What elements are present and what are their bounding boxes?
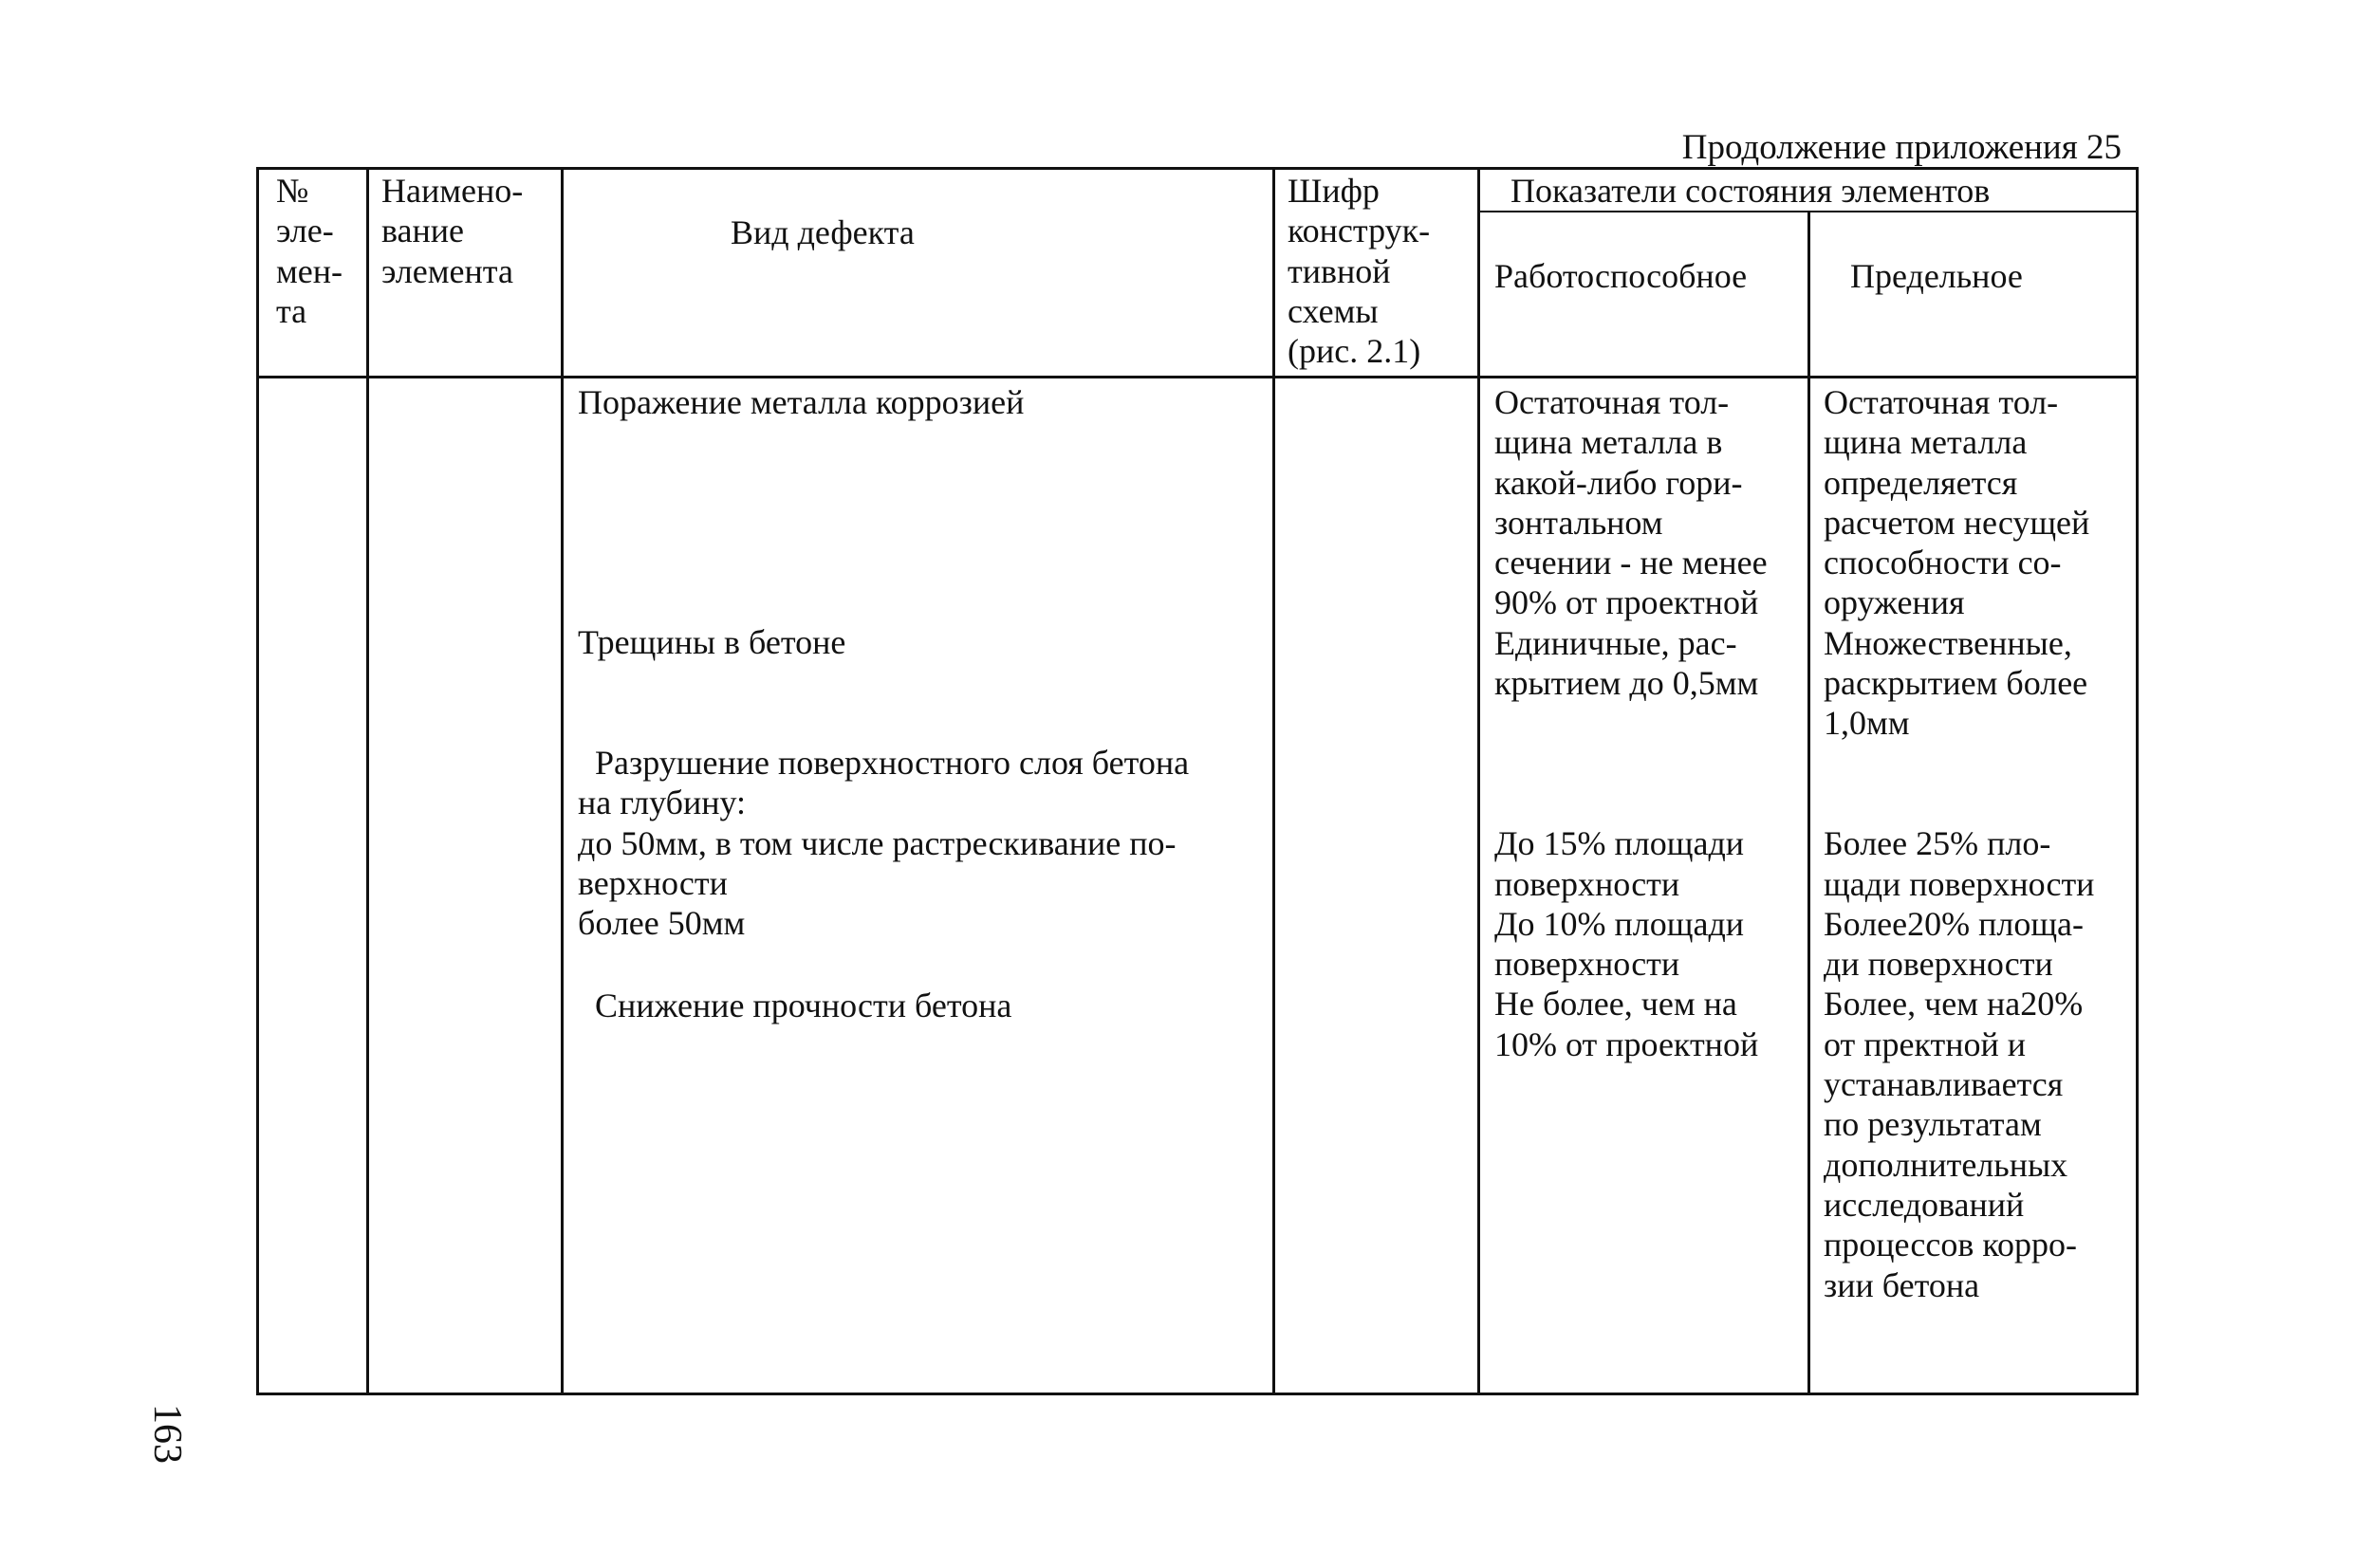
table-left-border <box>256 167 259 1395</box>
workable-criteria: Остаточная тол- щина металла в какой-либо гори- зонтальном сечении - не менее 90% от проектной Единичные, рас- крытием до 0,5мм До 15% площади поверхности До 10% площади поверхности Не более, чем на 10% от проектной <box>1494 383 1768 1063</box>
header-defect-type: Вид дефекта <box>731 213 915 251</box>
header-scheme-code: Шифр конструк- тивной схемы (рис. 2.1) <box>1288 172 1431 371</box>
header-bottom-border <box>256 376 2139 378</box>
column-divider-3 <box>1272 167 1275 1395</box>
column-divider-1 <box>366 167 369 1395</box>
header-workable-state: Работоспособное <box>1494 257 1748 295</box>
limit-criteria: Остаточная тол- щина металла определяется расчетом несущей способности со- оружения Множественные, раскрытием более 1,0мм Более 25% пло- щади поверхности Более20% площа- ди поверхности Более, чем на20% от пректной и устанавливается по результатам дополнительных исследований процессов корро- зии бетона <box>1824 383 2095 1304</box>
defect-metal-corrosion: Поражение металла коррозией <box>578 383 1025 421</box>
column-divider-5 <box>1807 211 1810 1395</box>
page-number: 163 <box>145 1404 189 1464</box>
appendix-caption: Продолжение приложения 25 <box>1681 128 2122 167</box>
table-right-border <box>2136 167 2139 1395</box>
defect-surface-destruction: Разрушение поверхностного слоя бетона на глубину: до 50мм, в том числе растрескивание по- верхности более 50мм <box>578 744 1190 943</box>
defect-concrete-cracks: Трещины в бетоне <box>578 623 846 661</box>
column-divider-2 <box>561 167 564 1395</box>
table-top-border <box>256 167 2139 170</box>
header-limit-state: Предельное <box>1850 257 2023 295</box>
column-divider-4 <box>1477 167 1480 1395</box>
table-bottom-border <box>256 1393 2139 1395</box>
defect-strength-reduction: Снижение прочности бетона <box>578 987 1012 1024</box>
header-element-name: Наимено- вание элемента <box>381 172 524 290</box>
header-element-number: № эле- мен- та <box>276 172 343 330</box>
header-condition-indicators: Показатели состояния элементов <box>1511 172 1991 210</box>
